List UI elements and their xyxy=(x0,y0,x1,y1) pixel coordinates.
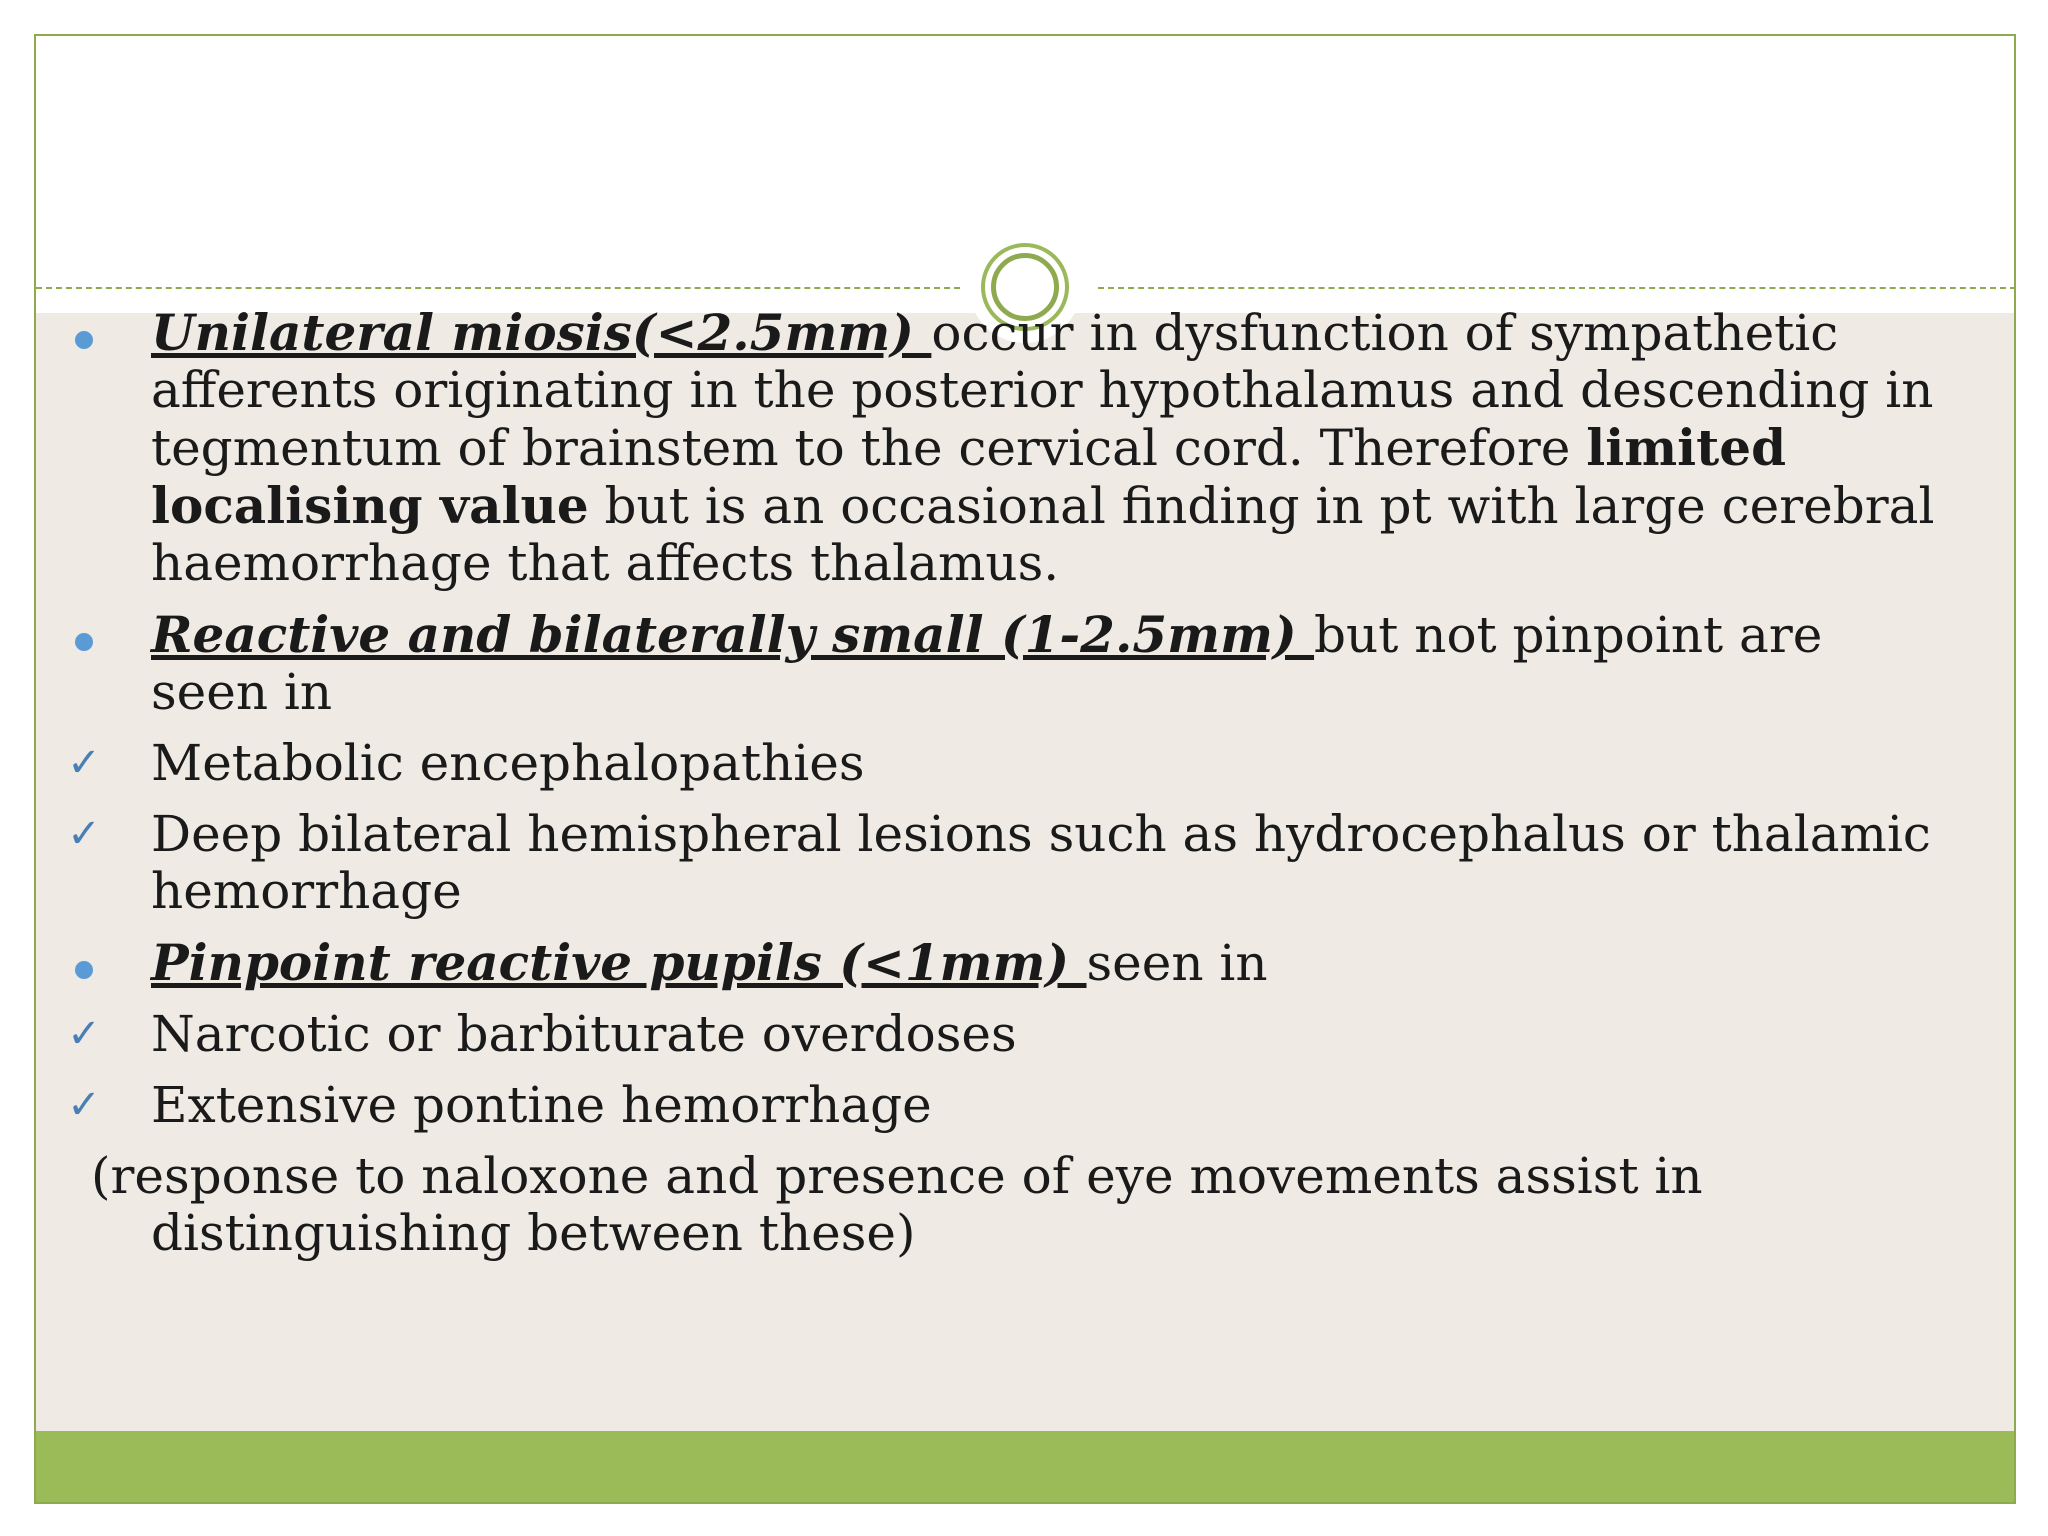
check-item-text: Narcotic or barbiturate overdoses xyxy=(151,1005,1017,1063)
check-item-text: Deep bilateral hemispheral lesions such as hydrocephalus or thalamic hemorrhage xyxy=(151,805,1931,920)
divider-left xyxy=(36,287,960,289)
term-reactive-bilaterally-small: Reactive and bilaterally small (1-2.5mm) xyxy=(151,605,1315,664)
bullet-text: seen in xyxy=(1086,934,1268,992)
term-pinpoint-reactive-pupils: Pinpoint reactive pupils (<1mm) xyxy=(151,933,1087,992)
check-icon: ✓ xyxy=(67,811,101,857)
emphasis-limited-localising-value: limited localising value xyxy=(151,418,1787,535)
slide-body xyxy=(54,304,1954,1262)
closing-note: (response to naloxone and presence of eye movements assist in distinguishing between these) xyxy=(91,1147,1703,1262)
circle-bullet-icon xyxy=(75,633,93,651)
check-icon: ✓ xyxy=(67,1011,101,1057)
circle-bullet-icon xyxy=(75,961,93,979)
divider-right xyxy=(1098,287,2016,289)
check-item-pontine xyxy=(54,1077,1954,1134)
bullet-marker xyxy=(54,304,114,361)
bullet-marker xyxy=(54,934,114,991)
bullet-text: occur in dysfunction of sympathetic afferents originating in the posterior hypothalamus and descending in tegmentum of brainstem to the cervical cord. Therefore xyxy=(151,304,1934,477)
bullet-marker xyxy=(54,606,114,663)
bullet-text: but not pinpoint are seen in xyxy=(151,606,1823,721)
bullet-pinpoint xyxy=(54,934,1954,992)
bullet-unilateral-miosis xyxy=(54,304,1954,592)
footer-bar xyxy=(36,1431,2014,1502)
term-unilateral-miosis: Unilateral miosis(<2.5mm) xyxy=(151,303,932,362)
check-icon: ✓ xyxy=(67,740,101,786)
check-item-text: Extensive pontine hemorrhage xyxy=(151,1076,932,1134)
check-item-text: Metabolic encephalopathies xyxy=(151,734,865,792)
check-item-metabolic xyxy=(54,735,1954,792)
check-item-deep-bilateral xyxy=(54,806,1954,920)
bullet-reactive-small xyxy=(54,606,1954,721)
check-item-narcotic xyxy=(54,1006,1954,1063)
bullet-text-continued: but is an occasional finding in pt with large cerebral haemorrhage that affects thalamus. xyxy=(151,477,1935,592)
check-icon: ✓ xyxy=(67,1082,101,1128)
circle-bullet-icon xyxy=(75,331,93,349)
